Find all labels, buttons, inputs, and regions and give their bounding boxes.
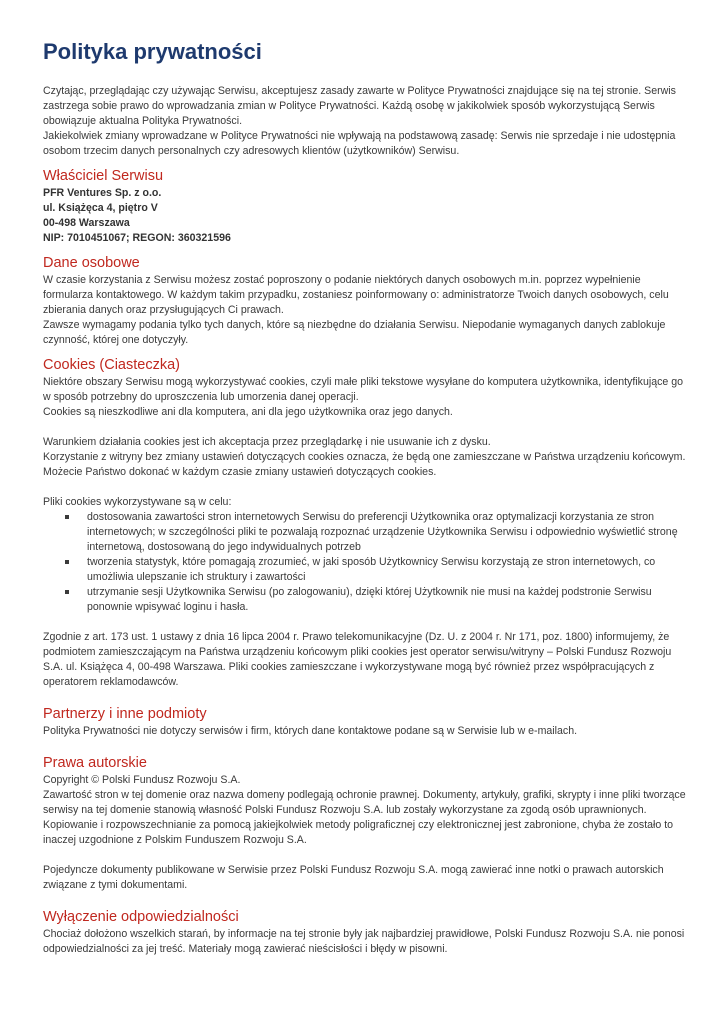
intro-section: [43, 84, 689, 159]
copyright-section: [43, 754, 689, 893]
list-item: [43, 585, 689, 615]
disclaimer-section: [43, 908, 689, 957]
intro-paragraph: Czytając, przeglądając czy używając Serwisu, akceptujesz zasady zawarte w Polityce Prywatności znajdujące się na tej stronie. Serwis zastrzega sobie prawo do wprowadzania zmian w Polityce Prywatności. Każdą osobę w jakikolwiek sposób wykorzystującą Serwis obowiązuje aktualna Polityka Prywatności.: [43, 85, 676, 127]
cookies-paragraph: Niektóre obszary Serwisu mogą wykorzystywać cookies, czyli małe pliki tekstowe wysyłane do komputera użytkownika, identyfikujące go w sposób potrzebny do uproszczenia lub umorzenia danej operacji.: [43, 376, 684, 403]
copyright-paragraph: Copyright © Polski Fundusz Rozwoju S.A.: [43, 774, 241, 786]
list-item-text: dostosowania zawartości stron internetowych Serwisu do preferencji Użytkownika oraz optymalizacji korzystania ze stron internetowych; w szczególności pliki te pozwalają rozpoznać urządzenie Użytkownika Serwisu i odpowiednio wyświetlić stronę internetową, dostosowaną do jego indywidualnych potrzeb: [87, 511, 678, 553]
cookies-paragraph: Cookies są nieszkodliwe ani dla komputera, ani dla jego użytkownika oraz jego danych.: [43, 406, 453, 418]
copyright-paragraph: Zawartość stron w tej domenie oraz nazwa domeny podlegają ochronie prawnej. Dokumenty, artykuły, grafiki, skrypty i inne pliki tworzące serwisy na tej domenie stanowią własność Polski Fundusz Rozwoju S.A. lub zostały wykorzystane za zgodą osób uprawnionych.: [43, 789, 686, 816]
owner-company: PFR Ventures Sp. z o.o.: [43, 187, 162, 199]
list-item: [43, 510, 689, 555]
partners-paragraph: Polityka Prywatności nie dotyczy serwisów i firm, których dane kontaktowe podane są w Serwisie lub w e-mailach.: [43, 725, 578, 737]
cookies-list-intro: Pliki cookies wykorzystywane są w celu:: [43, 496, 232, 508]
disclaimer-heading: Wyłączenie odpowiedzialności: [43, 909, 239, 925]
cookies-section: [43, 356, 689, 690]
personal-data-heading: Dane osobowe: [43, 255, 140, 271]
cookies-legal-paragraph: Zgodnie z art. 173 ust. 1 ustawy z dnia 16 lipca 2004 r. Prawo telekomunikacyjne (Dz. U. z 2004 r. Nr 171, poz. 1800) informujemy, że podmiotem zamieszczającym na Państwa urządzeniu końcowym pliki cookies jest operator serwisu/witryny – Polski Fundusz Rozwoju S.A. ul. Książęca 4, 00-498 Warszawa. Pliki cookies zamieszczane i wykorzystywane mogą być również przez współpracujących z operatorem reklamodawców.: [43, 631, 672, 688]
bullet-icon: [65, 560, 69, 564]
personal-data-section: [43, 254, 689, 348]
disclaimer-paragraph: Chociaż dołożono wszelkich starań, by informacje na tej stronie były jak najbardziej prawidłowe, Polski Fundusz Rozwoju S.A. nie ponosi odpowiedzialności za jej treść. Materiały mogą zawierać nieścisłości i błędy w pisowni.: [43, 928, 685, 955]
page-title: Polityka prywatności: [43, 39, 262, 64]
list-item-text: tworzenia statystyk, które pomagają zrozumieć, w jaki sposób Użytkownicy Serwisu korzystają ze stron internetowych, co umożliwia ulepszanie ich struktury i zawartości: [87, 556, 656, 583]
list-item: [43, 555, 689, 585]
owner-street: ul. Książęca 4, piętro V: [43, 202, 158, 214]
copyright-note: Pojedyncze dokumenty publikowane w Serwisie przez Polski Fundusz Rozwoju S.A. mogą zawierać inne notki o prawach autorskich związane z tymi dokumentami.: [43, 864, 664, 891]
partners-heading: Partnerzy i inne podmioty: [43, 706, 207, 722]
owner-heading: Właściciel Serwisu: [43, 168, 164, 184]
cookies-paragraph: Warunkiem działania cookies jest ich akceptacja przez przeglądarkę i nie usuwanie ich z dysku.: [43, 436, 491, 448]
copyright-heading: Prawa autorskie: [43, 755, 147, 771]
partners-section: [43, 705, 689, 739]
owner-section: [43, 167, 689, 246]
copyright-paragraph: Kopiowanie i rozpowszechnianie za pomocą jakiejkolwiek metody poligraficznej czy elektronicznej jest zabronione, chyba że zostało to inaczej uzgodnione z Polskim Funduszem Rozwoju S.A.: [43, 819, 674, 846]
cookies-heading: Cookies (Ciasteczka): [43, 357, 180, 373]
bullet-icon: [65, 590, 69, 594]
bullet-icon: [65, 515, 69, 519]
owner-city: 00-498 Warszawa: [43, 217, 130, 229]
cookies-paragraph: Korzystanie z witryny bez zmiany ustawień dotyczących cookies oznacza, że będą one zamieszczane w Państwa urządzeniu końcowym. Możecie Państwo dokonać w każdym czasie zmiany ustawień dotyczących cookies.: [43, 451, 686, 478]
personal-data-paragraph: W czasie korzystania z Serwisu możesz zostać poproszony o podanie niektórych danych osobowych m.in. poprzez wypełnienie formularza kontaktowego. W każdym takim przypadku, zostaniesz poinformowany o: administratorze Twoich danych osobowych, celu zbierania danych oraz przysługujących Ci prawach.: [43, 274, 669, 316]
personal-data-paragraph: Zawsze wymagamy podania tylko tych danych, które są niezbędne do działania Serwisu. Niepodanie wymaganych danych zablokuje czynność, której one dotyczyły.: [43, 319, 666, 346]
intro-paragraph: Jakiekolwiek zmiany wprowadzane w Polityce Prywatności nie wpływają na podstawową zasadę: Serwis nie sprzedaje i nie udostępnia osobom trzecim danych personalnych czy adresowych klientów (użytkowników) Serwisu.: [43, 130, 676, 157]
owner-tax-ids: NIP: 7010451067; REGON: 360321596: [43, 232, 231, 244]
cookies-purpose-list: [43, 510, 689, 615]
list-item-text: utrzymanie sesji Użytkownika Serwisu (po zalogowaniu), dzięki której Użytkownik nie musi na każdej podstronie Serwisu ponownie wpisywać loginu i hasła.: [87, 586, 652, 613]
